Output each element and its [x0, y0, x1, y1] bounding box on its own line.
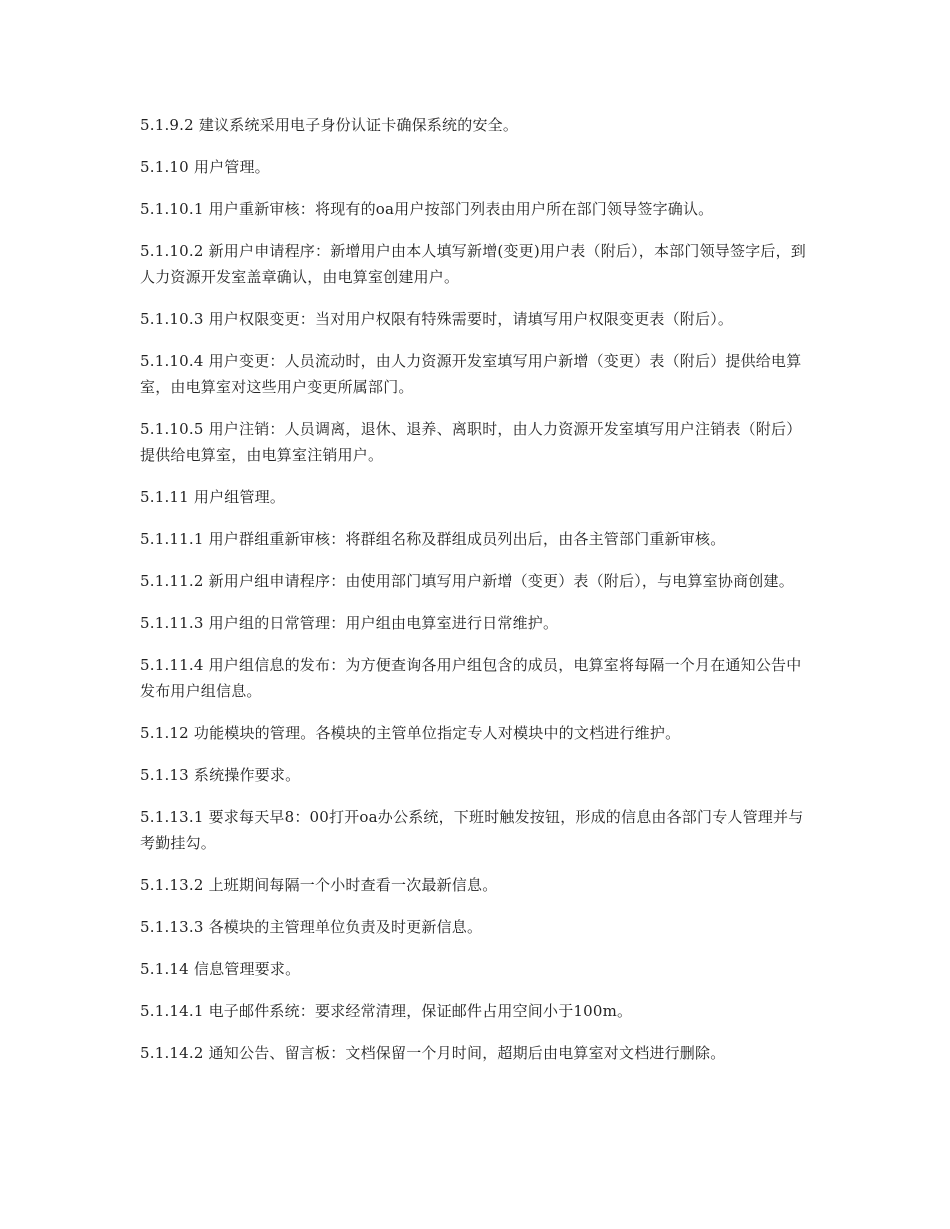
paragraph-5-1-14-2: 5.1.14.2 通知公告、留言板：文档保留一个月时间，超期后由电算室对文档进行删除。 — [140, 1044, 726, 1062]
paragraph-5-1-13-1: 5.1.13.1 要求每天早8：00打开oa办公系统，下班时触发按钮，形成的信息由各部门专人管理并与考勤挂勾。 — [140, 808, 804, 852]
paragraph-5-1-11-1: 5.1.11.1 用户群组重新审核：将群组名称及群组成员列出后，由各主管部门重新审核。 — [140, 530, 726, 548]
heading-5-1-11: 5.1.11 用户组管理。 — [140, 488, 286, 506]
paragraph-5-1-11-4: 5.1.11.4 用户组信息的发布：为方便查询各用户组包含的成员，电算室将每隔一个月在通知公告中发布用户组信息。 — [140, 656, 802, 700]
paragraph-5-1-14-1: 5.1.14.1 电子邮件系统：要求经常清理，保证邮件占用空间小于100m。 — [140, 1002, 633, 1020]
paragraph-5-1-11-2: 5.1.11.2 新用户组申请程序：由使用部门填写用户新增（变更）表（附后），与电算室协商创建。 — [140, 572, 794, 590]
paragraph-5-1-10-4: 5.1.10.4 用户变更：人员流动时，由人力资源开发室填写用户新增（变更）表（附后）提供给电算室，由电算室对这些用户变更所属部门。 — [140, 352, 802, 396]
paragraph-5-1-10-2: 5.1.10.2 新用户申请程序：新增用户由本人填写新增(变更)用户表（附后），本部门领导签字后，到人力资源开发室盖章确认，由电算室创建用户。 — [140, 242, 806, 286]
paragraph-5-1-10-3: 5.1.10.3 用户权限变更：当对用户权限有特殊需要时，请填写用户权限变更表（附后）。 — [140, 310, 734, 328]
heading-5-1-13: 5.1.13 系统操作要求。 — [140, 766, 301, 784]
heading-5-1-12: 5.1.12 功能模块的管理。各模块的主管单位指定专人对模块中的文档进行维护。 — [140, 724, 681, 742]
paragraph-5-1-13-2: 5.1.13.2 上班期间每隔一个小时查看一次最新信息。 — [140, 876, 498, 894]
heading-5-1-14: 5.1.14 信息管理要求。 — [140, 960, 301, 978]
document-body — [140, 112, 812, 1082]
heading-5-1-10: 5.1.10 用户管理。 — [140, 158, 270, 176]
paragraph-5-1-13-3: 5.1.13.3 各模块的主管理单位负责及时更新信息。 — [140, 918, 483, 936]
paragraph-5-1-10-5: 5.1.10.5 用户注销：人员调离，退休、退养、离职时，由人力资源开发室填写用户注销表（附后）提供给电算室，由电算室注销用户。 — [140, 420, 802, 464]
paragraph-5-1-11-3: 5.1.11.3 用户组的日常管理：用户组由电算室进行日常维护。 — [140, 614, 559, 632]
paragraph-5-1-10-1: 5.1.10.1 用户重新审核：将现有的oa用户按部门列表由用户所在部门领导签字确认。 — [140, 200, 714, 218]
paragraph-5-1-9-2: 5.1.9.2 建议系统采用电子身份认证卡确保系统的安全。 — [140, 116, 519, 134]
